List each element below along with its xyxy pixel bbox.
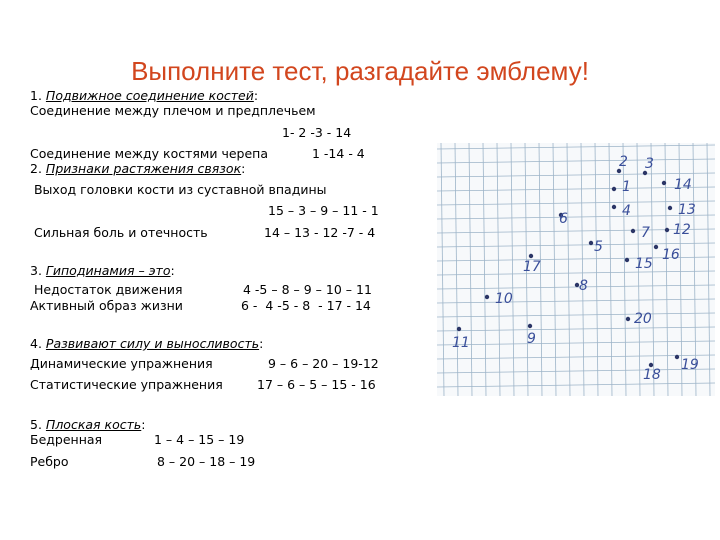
grid-dot xyxy=(662,181,666,185)
q2-answer1: 15 – 3 – 9 – 11 - 1 xyxy=(268,203,379,218)
q4-heading-line xyxy=(30,336,263,351)
q4-heading: Развивают силу и выносливость xyxy=(45,336,260,351)
q5-number: 5. xyxy=(30,417,42,432)
grid-dot-label: 1 xyxy=(622,179,631,195)
q1-option1: Соединение между плечом и предплечьем xyxy=(30,103,316,118)
grid-dot-label: 13 xyxy=(678,202,696,218)
grid-dot xyxy=(631,229,635,233)
q3-heading-line xyxy=(30,263,175,278)
q2-colon: : xyxy=(241,161,246,176)
grid-dot xyxy=(668,206,672,210)
q5-option1: Бедренная xyxy=(30,432,103,447)
q5-colon: : xyxy=(141,417,146,432)
q1-answer1: 1- 2 -3 - 14 xyxy=(282,125,352,140)
q4-colon: : xyxy=(259,336,264,351)
q2-option2: Сильная боль и отечность xyxy=(30,225,208,240)
q2-heading-line xyxy=(30,161,245,176)
q5-answer1: 1 – 4 – 15 – 19 xyxy=(154,432,245,447)
grid-dot-label: 16 xyxy=(662,247,680,263)
q2-answer2: 14 – 13 - 12 -7 - 4 xyxy=(264,225,376,240)
q4-answer2: 17 – 6 – 5 – 15 - 16 xyxy=(257,377,376,392)
q1-heading-line xyxy=(30,88,258,103)
grid-dot xyxy=(612,187,616,191)
grid-dot xyxy=(529,254,533,258)
grid-dot-label: 12 xyxy=(673,222,691,238)
page-title: Выполните тест, разгадайте эмблему! xyxy=(131,56,589,86)
q4-option1: Динамические упражнения xyxy=(30,356,213,371)
q1-colon: : xyxy=(253,88,259,103)
grid-dot-label: 17 xyxy=(523,259,541,275)
grid-dot-label: 6 xyxy=(559,211,568,227)
grid-dot xyxy=(485,295,489,299)
grid-dot xyxy=(654,245,658,249)
grid-dot-label: 2 xyxy=(619,154,628,170)
q5-heading-line xyxy=(30,417,145,432)
q2-heading: Признаки растяжения связок xyxy=(45,161,242,176)
q4-answer1: 9 – 6 – 20 – 19-12 xyxy=(268,356,379,371)
q3-number: 3. xyxy=(30,263,42,278)
dot-grid-image xyxy=(437,143,715,396)
grid-dot-label: 11 xyxy=(452,335,470,351)
q5-answer2: 8 – 20 – 18 – 19 xyxy=(157,454,256,469)
grid-dot xyxy=(665,228,669,232)
grid-dot-label: 3 xyxy=(645,156,654,172)
grid-dot xyxy=(675,355,679,359)
grid-dot-label: 7 xyxy=(641,225,650,241)
q1-answer2: 1 -14 - 4 xyxy=(312,146,365,161)
grid-dot-label: 18 xyxy=(643,367,661,383)
q3-option1: Недостаток движения xyxy=(30,282,183,297)
q2-number: 2. xyxy=(30,161,42,176)
q3-heading: Гиподинамия – это xyxy=(45,263,171,278)
grid-dot-label: 4 xyxy=(622,203,631,219)
q1-number: 1. xyxy=(30,88,42,103)
grid-dot xyxy=(457,327,461,331)
q1-heading: Подвижное соединение костей xyxy=(45,88,254,103)
q5-heading: Плоская кость xyxy=(45,417,142,432)
q4-number: 4. xyxy=(30,336,42,351)
q3-answer2: 6 - 4 -5 - 8 - 17 - 14 xyxy=(241,298,371,313)
grid-dot-label: 14 xyxy=(674,177,692,193)
grid-dot-label: 19 xyxy=(681,357,699,373)
q3-answer1: 4 -5 – 8 – 9 – 10 – 11 xyxy=(243,282,372,297)
grid-dot-label: 10 xyxy=(495,291,513,307)
q3-colon: : xyxy=(170,263,175,278)
grid-dot xyxy=(612,205,616,209)
q3-option2: Активный образ жизни xyxy=(30,298,183,313)
grid-dot-label: 15 xyxy=(635,256,653,272)
q1-option2: Соединение между костями черепа xyxy=(30,146,268,161)
q5-option2: Ребро xyxy=(30,454,69,469)
grid-dot-label: 8 xyxy=(579,278,588,294)
grid-dot-label: 20 xyxy=(634,311,652,327)
q2-option1: Выход головки кости из суставной впадины xyxy=(30,182,327,197)
q4-option2: Статистические упражнения xyxy=(30,377,223,392)
dot-grid-svg xyxy=(437,143,715,396)
grid-dot xyxy=(589,241,593,245)
grid-dot xyxy=(626,317,630,321)
grid-dot xyxy=(528,324,532,328)
grid-dot-label: 5 xyxy=(594,239,603,255)
grid-dot-label: 9 xyxy=(527,331,536,347)
grid-dot xyxy=(625,258,629,262)
